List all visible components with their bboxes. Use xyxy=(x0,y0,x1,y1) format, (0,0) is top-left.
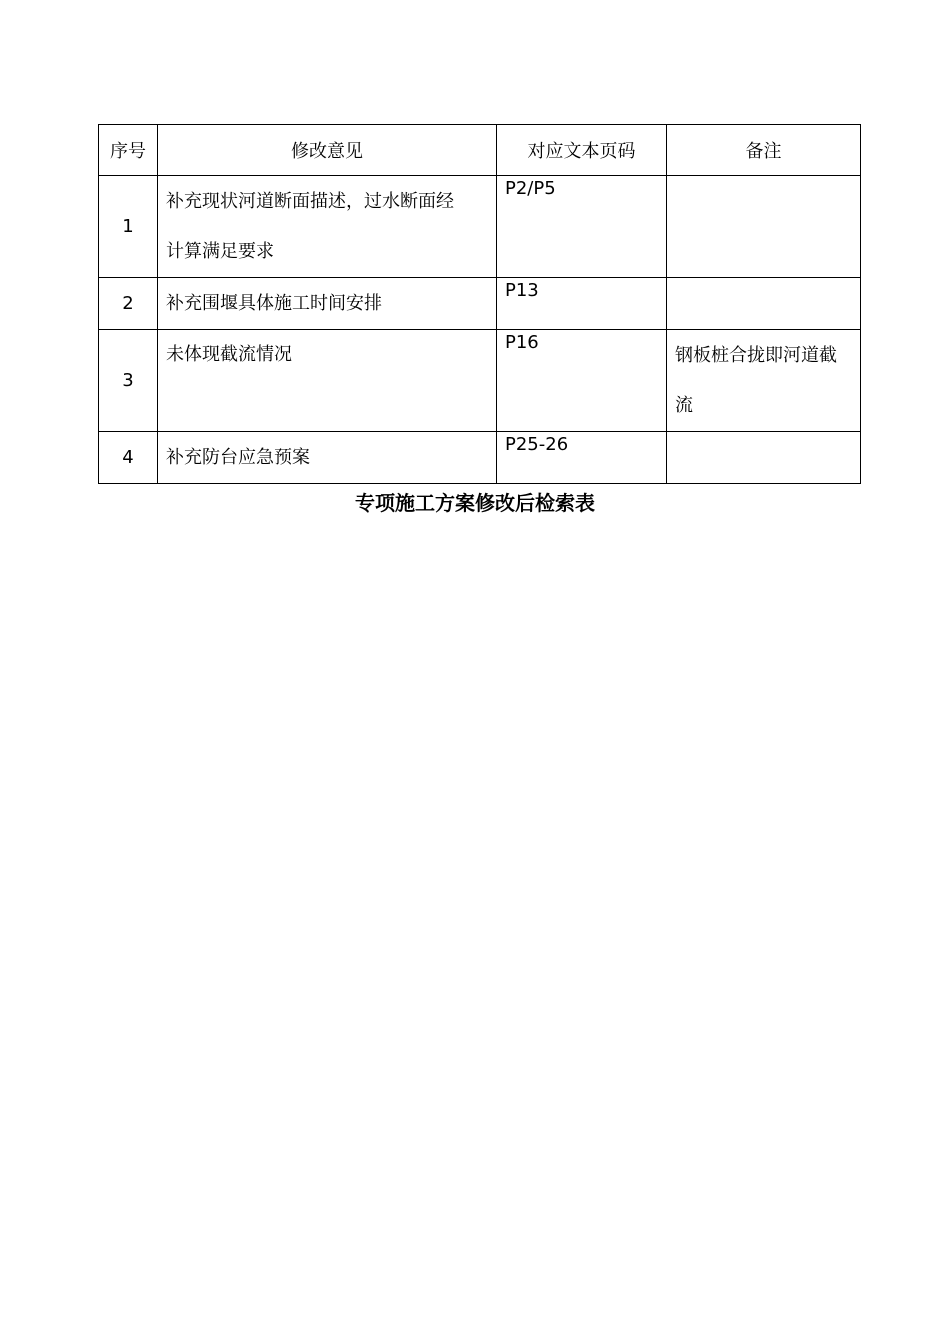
row-opinion: 补充防台应急预案 xyxy=(158,432,497,484)
row-opinion-line: 计算满足要求 xyxy=(166,240,274,262)
header-remark: 备注 xyxy=(667,125,861,176)
revision-table xyxy=(98,124,861,484)
row-num: 2 xyxy=(99,278,158,330)
row-opinion: 补充围堰具体施工时间安排 xyxy=(158,278,497,330)
row-remark-line: 流 xyxy=(675,394,693,416)
document-title: 专项施工方案修改后检索表 xyxy=(355,491,595,515)
row-page: P25-26 xyxy=(497,432,667,484)
table-row xyxy=(99,330,861,432)
row-remark xyxy=(667,432,861,484)
header-page: 对应文本页码 xyxy=(497,125,667,176)
table-row xyxy=(99,432,861,484)
header-opinion: 修改意见 xyxy=(158,125,497,176)
header-num: 序号 xyxy=(99,125,158,176)
row-num: 1 xyxy=(99,176,158,278)
row-num: 4 xyxy=(99,432,158,484)
row-remark xyxy=(667,278,861,330)
row-page: P13 xyxy=(497,278,667,330)
table-header-row xyxy=(99,125,861,176)
table-row xyxy=(99,278,861,330)
row-page: P16 xyxy=(497,330,667,432)
row-opinion: 未体现截流情况 xyxy=(158,330,497,432)
row-remark-line: 钢板桩合拢即河道截 xyxy=(675,344,837,366)
row-page: P2/P5 xyxy=(497,176,667,278)
row-remark xyxy=(667,330,861,432)
row-remark xyxy=(667,176,861,278)
row-num: 3 xyxy=(99,330,158,432)
row-opinion xyxy=(158,176,497,278)
table-row xyxy=(99,176,861,278)
row-opinion-line: 补充现状河道断面描述，过水断面经 xyxy=(166,190,454,212)
